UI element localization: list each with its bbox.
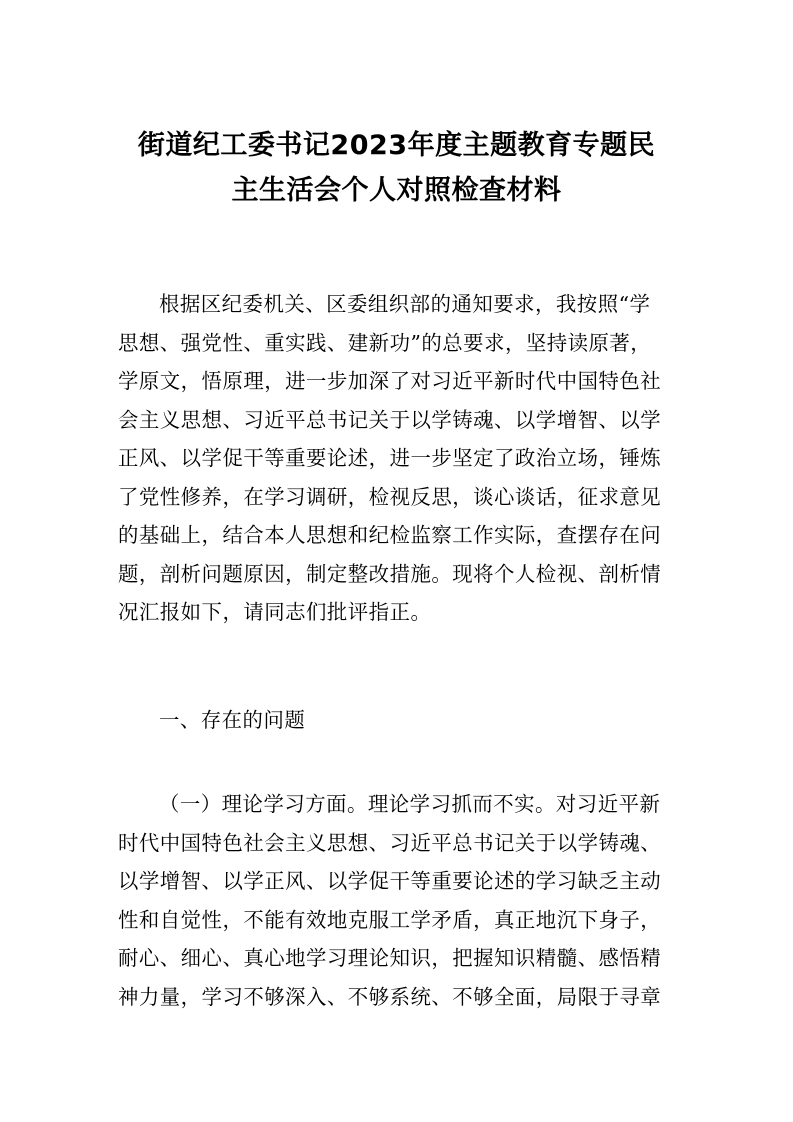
section-1-line: 神力量，学习不够深入、不够系统、不够全面，局限于寻章 <box>118 984 662 1009</box>
intro-line: 会主义思想、习近平总书记关于以学铸魂、以学增智、以学 <box>118 407 662 432</box>
intro-line: 题，剖析问题原因，制定整改措施。现将个人检视、剖析情 <box>118 561 662 586</box>
section-heading-text: 一、存在的问题 <box>159 708 306 732</box>
title-line-2: 主生活会个人对照检查材料 <box>231 175 562 206</box>
intro-line: 学原文，悟原理，进一步加深了对习近平新时代中国特色社 <box>118 369 662 393</box>
intro-line: 根据区纪委机关、区委组织部的通知要求，我按照“学 <box>159 292 651 316</box>
intro-line: 况汇报如下，请同志们批评指正。 <box>118 600 432 624</box>
section-1-line: （一）理论学习方面。理论学习抓而不实。对习近平新 <box>159 792 661 816</box>
title-line-1: 街道纪工委书记2023年度主题教育专题民 <box>137 130 656 161</box>
section-1-line: 耐心、细心、真心地学习理论知识，把握知识精髓、感悟精 <box>118 946 662 970</box>
section-1-paragraph <box>118 785 675 1016</box>
section-heading <box>118 701 675 740</box>
intro-line: 的基础上，结合本人思想和纪检监察工作实际，查摆存在问 <box>118 523 662 547</box>
section-1-line: 性和自觉性，不能有效地克服工学矛盾，真正地沉下身子， <box>118 907 662 932</box>
document-title <box>110 123 683 213</box>
intro-line: 思想、强党性、重实践、建新功”的总要求，坚持读原著， <box>118 330 652 355</box>
section-1-line: 以学增智、以学正风、以学促干等重要论述的学习缺乏主动 <box>118 869 662 893</box>
intro-line: 正风、以学促干等重要论述，进一步坚定了政治立场，锤炼 <box>118 446 662 470</box>
intro-paragraph <box>118 285 675 632</box>
intro-line: 了党性修养，在学习调研，检视反思，谈心谈话，征求意见 <box>118 484 662 509</box>
section-1-line: 时代中国特色社会主义思想、习近平总书记关于以学铸魂、 <box>118 830 662 855</box>
